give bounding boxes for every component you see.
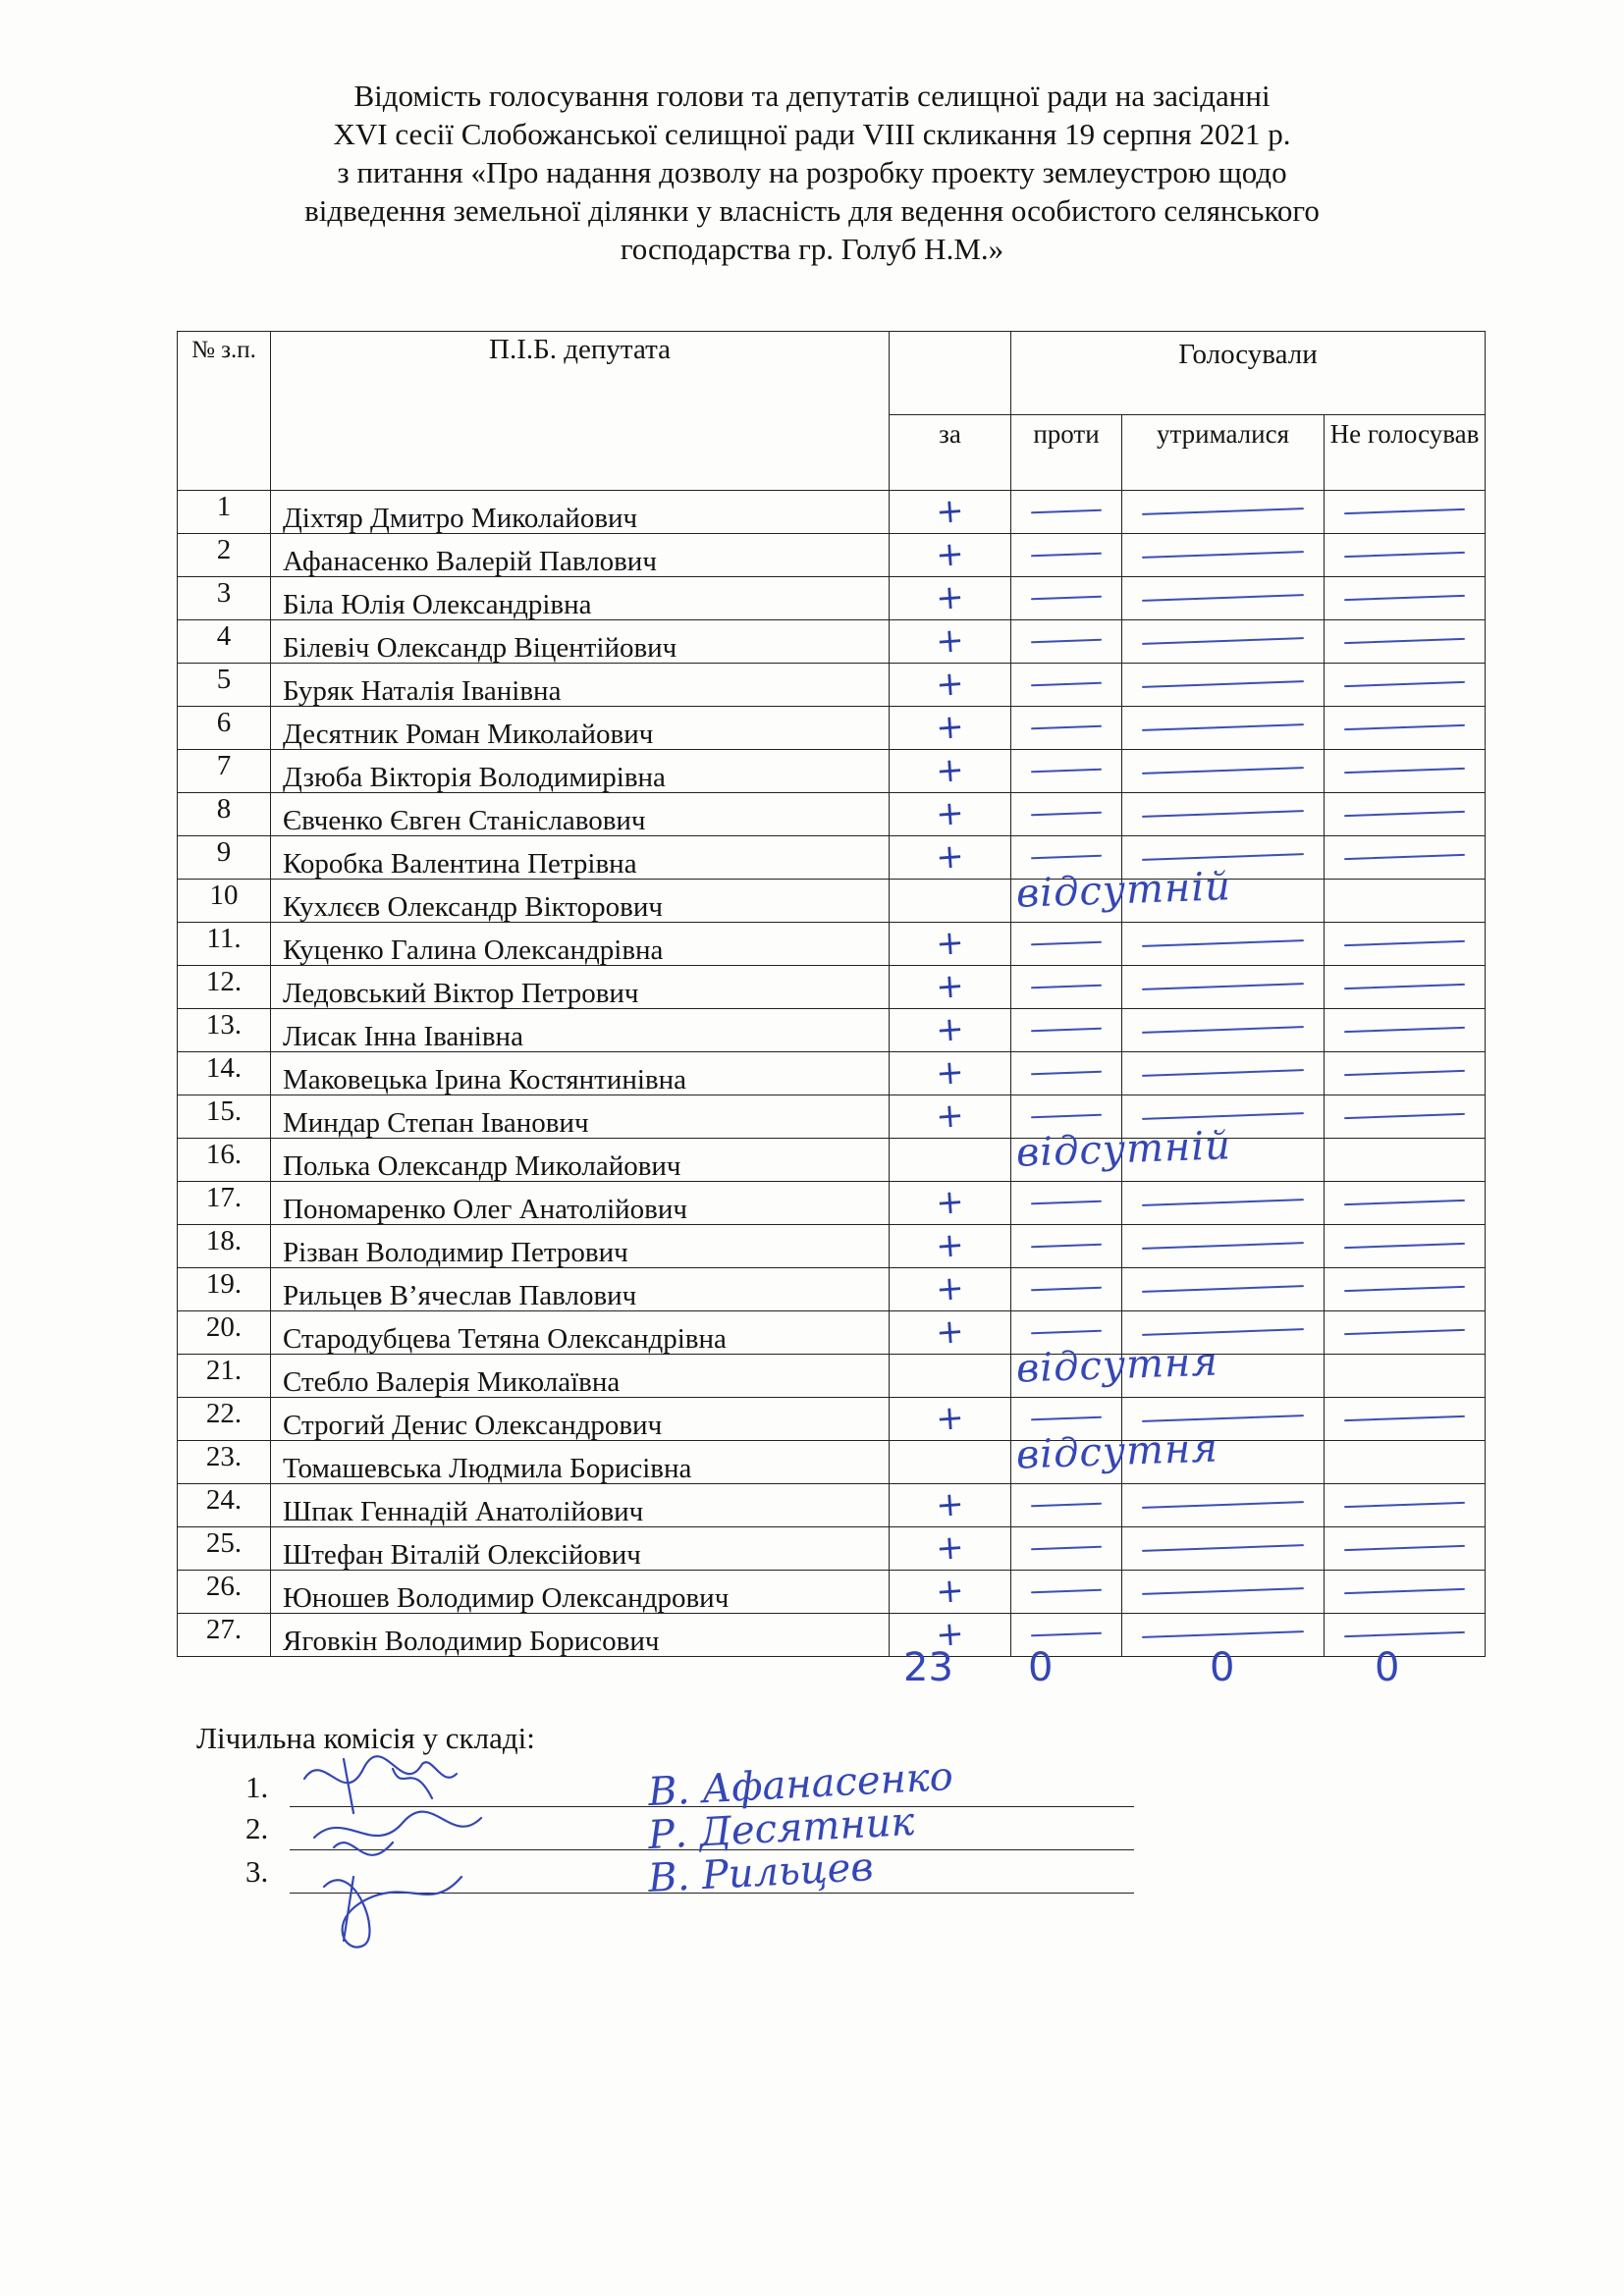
total-against: 0 bbox=[1028, 1645, 1054, 1690]
plus-mark: + bbox=[934, 534, 966, 575]
vote-for-cell bbox=[890, 491, 1011, 534]
vote-novote-cell bbox=[1325, 1571, 1486, 1614]
table-body bbox=[178, 491, 1486, 1657]
dash-mark bbox=[1142, 1587, 1304, 1595]
commission-number-2: 2. bbox=[245, 1811, 269, 1845]
vote-novote-cell bbox=[1325, 1052, 1486, 1095]
vote-novote-cell bbox=[1325, 1398, 1486, 1441]
vote-for-cell bbox=[890, 1441, 1011, 1484]
row-number: 23. bbox=[178, 1441, 271, 1484]
vote-novote-cell bbox=[1325, 1095, 1486, 1139]
header-for: за bbox=[890, 415, 1011, 491]
dash-mark bbox=[1031, 553, 1102, 558]
row-number: 3 bbox=[178, 577, 271, 620]
vote-abstain-cell bbox=[1122, 491, 1325, 534]
document-title bbox=[196, 77, 1428, 268]
vote-abstain-cell bbox=[1122, 620, 1325, 664]
dash-mark bbox=[1031, 1589, 1102, 1594]
dash-mark bbox=[1344, 1200, 1465, 1205]
title-line-1: Відомість голосування голови та депутатів селищної ради на засіданні bbox=[353, 79, 1271, 113]
header-empty bbox=[890, 332, 1011, 415]
dash-mark bbox=[1031, 1287, 1102, 1292]
vote-for-cell bbox=[890, 1225, 1011, 1268]
plus-mark: + bbox=[934, 966, 966, 1007]
vote-abstain-cell bbox=[1122, 1527, 1325, 1571]
table-row bbox=[178, 793, 1486, 836]
plus-mark: + bbox=[934, 1182, 966, 1223]
vote-for-cell bbox=[890, 1139, 1011, 1182]
vote-novote-cell bbox=[1325, 750, 1486, 793]
vote-against-cell bbox=[1011, 1225, 1122, 1268]
vote-novote-cell bbox=[1325, 1355, 1486, 1398]
vote-novote-cell bbox=[1325, 1484, 1486, 1527]
table-row bbox=[178, 966, 1486, 1009]
dash-mark bbox=[1031, 509, 1102, 514]
dash-mark bbox=[1031, 682, 1102, 687]
plus-mark: + bbox=[934, 1484, 966, 1525]
row-number: 17. bbox=[178, 1182, 271, 1225]
vote-abstain-cell bbox=[1122, 1009, 1325, 1052]
vote-against-cell bbox=[1011, 1571, 1122, 1614]
table-row bbox=[178, 1052, 1486, 1095]
dash-mark bbox=[1031, 1503, 1102, 1508]
row-number: 1 bbox=[178, 491, 271, 534]
dash-mark bbox=[1142, 1199, 1304, 1206]
vote-abstain-cell bbox=[1122, 966, 1325, 1009]
vote-abstain-cell bbox=[1122, 707, 1325, 750]
row-number: 8 bbox=[178, 793, 271, 836]
table-row bbox=[178, 1225, 1486, 1268]
dash-mark bbox=[1344, 940, 1465, 946]
vote-novote-cell bbox=[1325, 620, 1486, 664]
plus-mark: + bbox=[934, 1268, 966, 1309]
deputy-name: Лисак Інна Іванівна bbox=[271, 1009, 890, 1052]
dash-mark bbox=[1031, 725, 1102, 730]
dash-mark bbox=[1142, 1501, 1304, 1509]
table-row bbox=[178, 620, 1486, 664]
vote-against-cell bbox=[1011, 793, 1122, 836]
absent-note: відсутня bbox=[1014, 1338, 1219, 1392]
total-novote: 0 bbox=[1375, 1645, 1400, 1690]
dash-mark bbox=[1142, 507, 1304, 515]
dash-mark bbox=[1142, 723, 1304, 731]
deputy-name: Буряк Наталія Іванівна bbox=[271, 664, 890, 707]
commission-label: Лічильна комісія у складі: bbox=[196, 1721, 535, 1755]
deputy-name: Куценко Галина Олександрівна bbox=[271, 923, 890, 966]
vote-for-cell bbox=[890, 664, 1011, 707]
dash-mark bbox=[1031, 1546, 1102, 1551]
row-number: 26. bbox=[178, 1571, 271, 1614]
plus-mark: + bbox=[934, 664, 966, 705]
deputy-name: Десятник Роман Миколайович bbox=[271, 707, 890, 750]
table-row bbox=[178, 1398, 1486, 1441]
vote-against-cell bbox=[1011, 491, 1122, 534]
row-number: 19. bbox=[178, 1268, 271, 1311]
deputy-name: Полька Олександр Миколайович bbox=[271, 1139, 890, 1182]
row-number: 11. bbox=[178, 923, 271, 966]
table-row bbox=[178, 1571, 1486, 1614]
vote-abstain-cell bbox=[1122, 1052, 1325, 1095]
dash-mark bbox=[1142, 853, 1304, 861]
dash-mark bbox=[1344, 552, 1465, 558]
table-row bbox=[178, 923, 1486, 966]
row-number: 9 bbox=[178, 836, 271, 880]
vote-novote-cell bbox=[1325, 923, 1486, 966]
table-row bbox=[178, 534, 1486, 577]
vote-against-cell bbox=[1011, 923, 1122, 966]
table-row bbox=[178, 750, 1486, 793]
row-number: 22. bbox=[178, 1398, 271, 1441]
deputy-name: Коробка Валентина Петрівна bbox=[271, 836, 890, 880]
vote-for-cell bbox=[890, 1527, 1011, 1571]
vote-novote-cell bbox=[1325, 966, 1486, 1009]
table-row bbox=[178, 1095, 1486, 1139]
deputy-name: Пономаренко Олег Анатолійович bbox=[271, 1182, 890, 1225]
deputy-name: Євченко Євген Станіславович bbox=[271, 793, 890, 836]
deputy-name: Штефан Віталій Олексійович bbox=[271, 1527, 890, 1571]
deputy-name: Стебло Валерія Миколаївна bbox=[271, 1355, 890, 1398]
vote-against-cell bbox=[1011, 577, 1122, 620]
dash-mark bbox=[1344, 811, 1465, 817]
table-row bbox=[178, 707, 1486, 750]
row-number: 5 bbox=[178, 664, 271, 707]
dash-mark bbox=[1142, 551, 1304, 559]
commission-member-3: В. Рильцев bbox=[646, 1844, 875, 1901]
dash-mark bbox=[1031, 1244, 1102, 1249]
signature-1 bbox=[304, 1756, 457, 1813]
vote-novote-cell bbox=[1325, 1225, 1486, 1268]
plus-mark: + bbox=[934, 1398, 966, 1439]
dash-mark bbox=[1344, 638, 1465, 644]
vote-for-cell bbox=[890, 880, 1011, 923]
dash-mark bbox=[1142, 1285, 1304, 1293]
vote-against-cell bbox=[1011, 534, 1122, 577]
table-row bbox=[178, 1355, 1486, 1398]
dash-mark bbox=[1142, 1112, 1304, 1120]
row-number: 14. bbox=[178, 1052, 271, 1095]
vote-novote-cell bbox=[1325, 880, 1486, 923]
header-novote: Не голосував bbox=[1325, 415, 1486, 491]
plus-mark: + bbox=[934, 1095, 966, 1137]
dash-mark bbox=[1031, 1114, 1102, 1119]
plus-mark: + bbox=[934, 577, 966, 618]
dash-mark bbox=[1142, 1544, 1304, 1552]
vote-abstain-cell bbox=[1122, 1484, 1325, 1527]
deputy-name: Афанасенко Валерій Павлович bbox=[271, 534, 890, 577]
vote-for-cell bbox=[890, 923, 1011, 966]
table-row bbox=[178, 1441, 1486, 1484]
vote-novote-cell bbox=[1325, 836, 1486, 880]
deputy-name: Томашевська Людмила Борисівна bbox=[271, 1441, 890, 1484]
dash-mark bbox=[1031, 855, 1102, 860]
deputy-name: Кухлєєв Олександр Вікторович bbox=[271, 880, 890, 923]
deputy-name: Стародубцева Тетяна Олександрівна bbox=[271, 1311, 890, 1355]
header-number: № з.п. bbox=[178, 332, 271, 491]
dash-mark bbox=[1142, 1026, 1304, 1034]
vote-for-cell bbox=[890, 750, 1011, 793]
vote-against-cell bbox=[1011, 1052, 1122, 1095]
dash-mark bbox=[1344, 1588, 1465, 1594]
header-voted: Голосували bbox=[1011, 332, 1486, 415]
deputy-name: Яговкін Володимир Борисович bbox=[271, 1614, 890, 1657]
row-number: 13. bbox=[178, 1009, 271, 1052]
vote-abstain-cell bbox=[1122, 793, 1325, 836]
vote-for-cell bbox=[890, 793, 1011, 836]
dash-mark bbox=[1031, 1028, 1102, 1033]
plus-mark: + bbox=[934, 1527, 966, 1569]
dash-mark bbox=[1031, 1416, 1102, 1421]
vote-against-cell bbox=[1011, 1182, 1122, 1225]
vote-novote-cell bbox=[1325, 1009, 1486, 1052]
vote-for-cell bbox=[890, 534, 1011, 577]
plus-mark: + bbox=[934, 1311, 966, 1353]
vote-for-cell bbox=[890, 1268, 1011, 1311]
table-row bbox=[178, 1311, 1486, 1355]
deputy-name: Діхтяр Дмитро Миколайович bbox=[271, 491, 890, 534]
dash-mark bbox=[1142, 1328, 1304, 1336]
dash-mark bbox=[1142, 637, 1304, 645]
plus-mark: + bbox=[934, 1009, 966, 1050]
vote-abstain-cell bbox=[1122, 750, 1325, 793]
dash-mark bbox=[1344, 681, 1465, 687]
deputy-name: Білевіч Олександр Віцентійович bbox=[271, 620, 890, 664]
deputy-name: Ледовський Віктор Петрович bbox=[271, 966, 890, 1009]
deputy-name: Різван Володимир Петрович bbox=[271, 1225, 890, 1268]
row-number: 20. bbox=[178, 1311, 271, 1355]
dash-mark bbox=[1031, 639, 1102, 644]
title-line-3: з питання «Про надання дозволу на розробку проекту землеустрою щодо bbox=[337, 155, 1287, 189]
header-name: П.І.Б. депутата bbox=[271, 332, 890, 491]
dash-mark bbox=[1142, 680, 1304, 688]
dash-mark bbox=[1142, 983, 1304, 990]
vote-abstain-cell bbox=[1122, 1268, 1325, 1311]
vote-novote-cell bbox=[1325, 707, 1486, 750]
table-row bbox=[178, 577, 1486, 620]
dash-mark bbox=[1031, 985, 1102, 989]
table-row bbox=[178, 1614, 1486, 1657]
vote-against-cell bbox=[1011, 707, 1122, 750]
table-row bbox=[178, 1484, 1486, 1527]
plus-mark: + bbox=[934, 1052, 966, 1094]
table-row bbox=[178, 491, 1486, 534]
deputy-name: Рильцев В’ячеслав Павлович bbox=[271, 1268, 890, 1311]
dash-mark bbox=[1344, 1415, 1465, 1421]
plus-mark: + bbox=[934, 491, 966, 532]
vote-abstain-cell bbox=[1122, 1182, 1325, 1225]
dash-mark bbox=[1344, 1502, 1465, 1508]
dash-mark bbox=[1031, 812, 1102, 817]
vote-against-cell bbox=[1011, 1527, 1122, 1571]
dash-mark bbox=[1142, 594, 1304, 602]
row-number: 27. bbox=[178, 1614, 271, 1657]
row-number: 7 bbox=[178, 750, 271, 793]
dash-mark bbox=[1031, 1330, 1102, 1335]
dash-mark bbox=[1344, 1027, 1465, 1033]
deputy-name: Юношев Володимир Олександрович bbox=[271, 1571, 890, 1614]
vote-for-cell bbox=[890, 1009, 1011, 1052]
header-abstain: утрималися bbox=[1122, 415, 1325, 491]
table-row bbox=[178, 836, 1486, 880]
plus-mark: + bbox=[934, 836, 966, 878]
vote-for-cell bbox=[890, 836, 1011, 880]
row-number: 6 bbox=[178, 707, 271, 750]
absent-note: відсутній bbox=[1014, 863, 1232, 917]
table-row bbox=[178, 1009, 1486, 1052]
vote-abstain-cell bbox=[1122, 534, 1325, 577]
vote-abstain-cell bbox=[1122, 1571, 1325, 1614]
dash-mark bbox=[1344, 1545, 1465, 1551]
total-for: 23 bbox=[903, 1645, 953, 1690]
dash-mark bbox=[1344, 768, 1465, 774]
vote-against-cell bbox=[1011, 1268, 1122, 1311]
vote-for-cell bbox=[890, 1355, 1011, 1398]
plus-mark: + bbox=[934, 707, 966, 748]
vote-novote-cell bbox=[1325, 577, 1486, 620]
dash-mark bbox=[1142, 1415, 1304, 1422]
table-row bbox=[178, 1139, 1486, 1182]
plus-mark: + bbox=[934, 620, 966, 662]
dash-mark bbox=[1142, 767, 1304, 774]
signature-scribbles bbox=[285, 1739, 579, 1965]
commission-number-1: 1. bbox=[245, 1770, 269, 1804]
vote-for-cell bbox=[890, 1311, 1011, 1355]
vote-against-cell bbox=[1011, 1484, 1122, 1527]
vote-against-cell bbox=[1011, 1009, 1122, 1052]
table-row bbox=[178, 1527, 1486, 1571]
deputy-name: Маковецька Ірина Костянтинівна bbox=[271, 1052, 890, 1095]
dash-mark bbox=[1142, 939, 1304, 947]
vote-novote-cell bbox=[1325, 664, 1486, 707]
row-number: 12. bbox=[178, 966, 271, 1009]
dash-mark bbox=[1031, 1201, 1102, 1205]
table-row bbox=[178, 1182, 1486, 1225]
title-line-5: господарства гр. Голуб Н.М.» bbox=[620, 232, 1004, 266]
dash-mark bbox=[1344, 1070, 1465, 1076]
dash-mark bbox=[1344, 595, 1465, 601]
header-against: проти bbox=[1011, 415, 1122, 491]
vote-for-cell bbox=[890, 1398, 1011, 1441]
dash-mark bbox=[1344, 1243, 1465, 1249]
title-line-2: XVI сесії Слобожанської селищної ради VIII скликання 19 серпня 2021 р. bbox=[333, 117, 1291, 151]
dash-mark bbox=[1142, 1630, 1304, 1638]
vote-abstain-cell bbox=[1122, 1225, 1325, 1268]
vote-against-cell bbox=[1011, 620, 1122, 664]
commission-member-1: В. Афанасенко bbox=[647, 1753, 954, 1816]
row-number: 16. bbox=[178, 1139, 271, 1182]
absent-note: відсутній bbox=[1014, 1122, 1232, 1176]
dash-mark bbox=[1142, 810, 1304, 818]
row-number: 4 bbox=[178, 620, 271, 664]
dash-mark bbox=[1142, 1069, 1304, 1077]
voting-table bbox=[177, 331, 1486, 1657]
deputy-name: Строгий Денис Олександрович bbox=[271, 1398, 890, 1441]
row-number: 10 bbox=[178, 880, 271, 923]
vote-novote-cell bbox=[1325, 1311, 1486, 1355]
vote-abstain-cell bbox=[1122, 577, 1325, 620]
dash-mark bbox=[1031, 596, 1102, 601]
vote-novote-cell bbox=[1325, 1441, 1486, 1484]
deputy-name: Дзюба Вікторія Володимирівна bbox=[271, 750, 890, 793]
plus-mark: + bbox=[934, 923, 966, 964]
vote-novote-cell bbox=[1325, 1139, 1486, 1182]
dash-mark bbox=[1031, 1071, 1102, 1076]
deputy-name: Біла Юлія Олександрівна bbox=[271, 577, 890, 620]
title-line-4: відведення земельної ділянки у власність для ведення особистого селянського bbox=[304, 193, 1320, 228]
vote-novote-cell bbox=[1325, 491, 1486, 534]
dash-mark bbox=[1031, 941, 1102, 946]
commission-member-2: Р. Десятник bbox=[646, 1798, 916, 1859]
vote-for-cell bbox=[890, 1484, 1011, 1527]
vote-against-cell bbox=[1011, 966, 1122, 1009]
row-number: 25. bbox=[178, 1527, 271, 1571]
vote-for-cell bbox=[890, 966, 1011, 1009]
dash-mark bbox=[1344, 1329, 1465, 1335]
deputy-name: Миндар Степан Іванович bbox=[271, 1095, 890, 1139]
vote-novote-cell bbox=[1325, 1527, 1486, 1571]
row-number: 2 bbox=[178, 534, 271, 577]
total-abstain: 0 bbox=[1210, 1645, 1235, 1690]
absent-note: відсутня bbox=[1014, 1424, 1219, 1478]
vote-for-cell bbox=[890, 1052, 1011, 1095]
dash-mark bbox=[1344, 508, 1465, 514]
vote-novote-cell bbox=[1325, 1268, 1486, 1311]
vote-for-cell bbox=[890, 1182, 1011, 1225]
vote-abstain-cell bbox=[1122, 923, 1325, 966]
dash-mark bbox=[1344, 724, 1465, 730]
dash-mark bbox=[1344, 1286, 1465, 1292]
vote-abstain-cell bbox=[1122, 664, 1325, 707]
vote-novote-cell bbox=[1325, 534, 1486, 577]
dash-mark bbox=[1031, 769, 1102, 774]
deputy-name: Шпак Геннадій Анатолійович bbox=[271, 1484, 890, 1527]
dash-mark bbox=[1344, 1631, 1465, 1637]
vote-novote-cell bbox=[1325, 1182, 1486, 1225]
row-number: 15. bbox=[178, 1095, 271, 1139]
plus-mark: + bbox=[934, 1225, 966, 1266]
signature-3 bbox=[324, 1877, 461, 1948]
dash-mark bbox=[1344, 854, 1465, 860]
vote-for-cell bbox=[890, 707, 1011, 750]
vote-against-cell bbox=[1011, 750, 1122, 793]
row-number: 21. bbox=[178, 1355, 271, 1398]
plus-mark: + bbox=[934, 1614, 966, 1655]
plus-mark: + bbox=[934, 750, 966, 791]
vote-for-cell bbox=[890, 1095, 1011, 1139]
dash-mark bbox=[1344, 984, 1465, 989]
signature-2 bbox=[314, 1812, 481, 1855]
dash-mark bbox=[1142, 1242, 1304, 1250]
plus-mark: + bbox=[934, 793, 966, 834]
dash-mark bbox=[1031, 1632, 1102, 1637]
dash-mark bbox=[1344, 1113, 1465, 1119]
vote-for-cell bbox=[890, 620, 1011, 664]
commission-number-3: 3. bbox=[245, 1854, 269, 1889]
vote-for-cell bbox=[890, 577, 1011, 620]
vote-against-cell bbox=[1011, 664, 1122, 707]
vote-novote-cell bbox=[1325, 1614, 1486, 1657]
vote-for-cell bbox=[890, 1571, 1011, 1614]
table-row bbox=[178, 1268, 1486, 1311]
plus-mark: + bbox=[934, 1571, 966, 1612]
row-number: 24. bbox=[178, 1484, 271, 1527]
vote-novote-cell bbox=[1325, 793, 1486, 836]
table-row bbox=[178, 664, 1486, 707]
table-row bbox=[178, 880, 1486, 923]
row-number: 18. bbox=[178, 1225, 271, 1268]
